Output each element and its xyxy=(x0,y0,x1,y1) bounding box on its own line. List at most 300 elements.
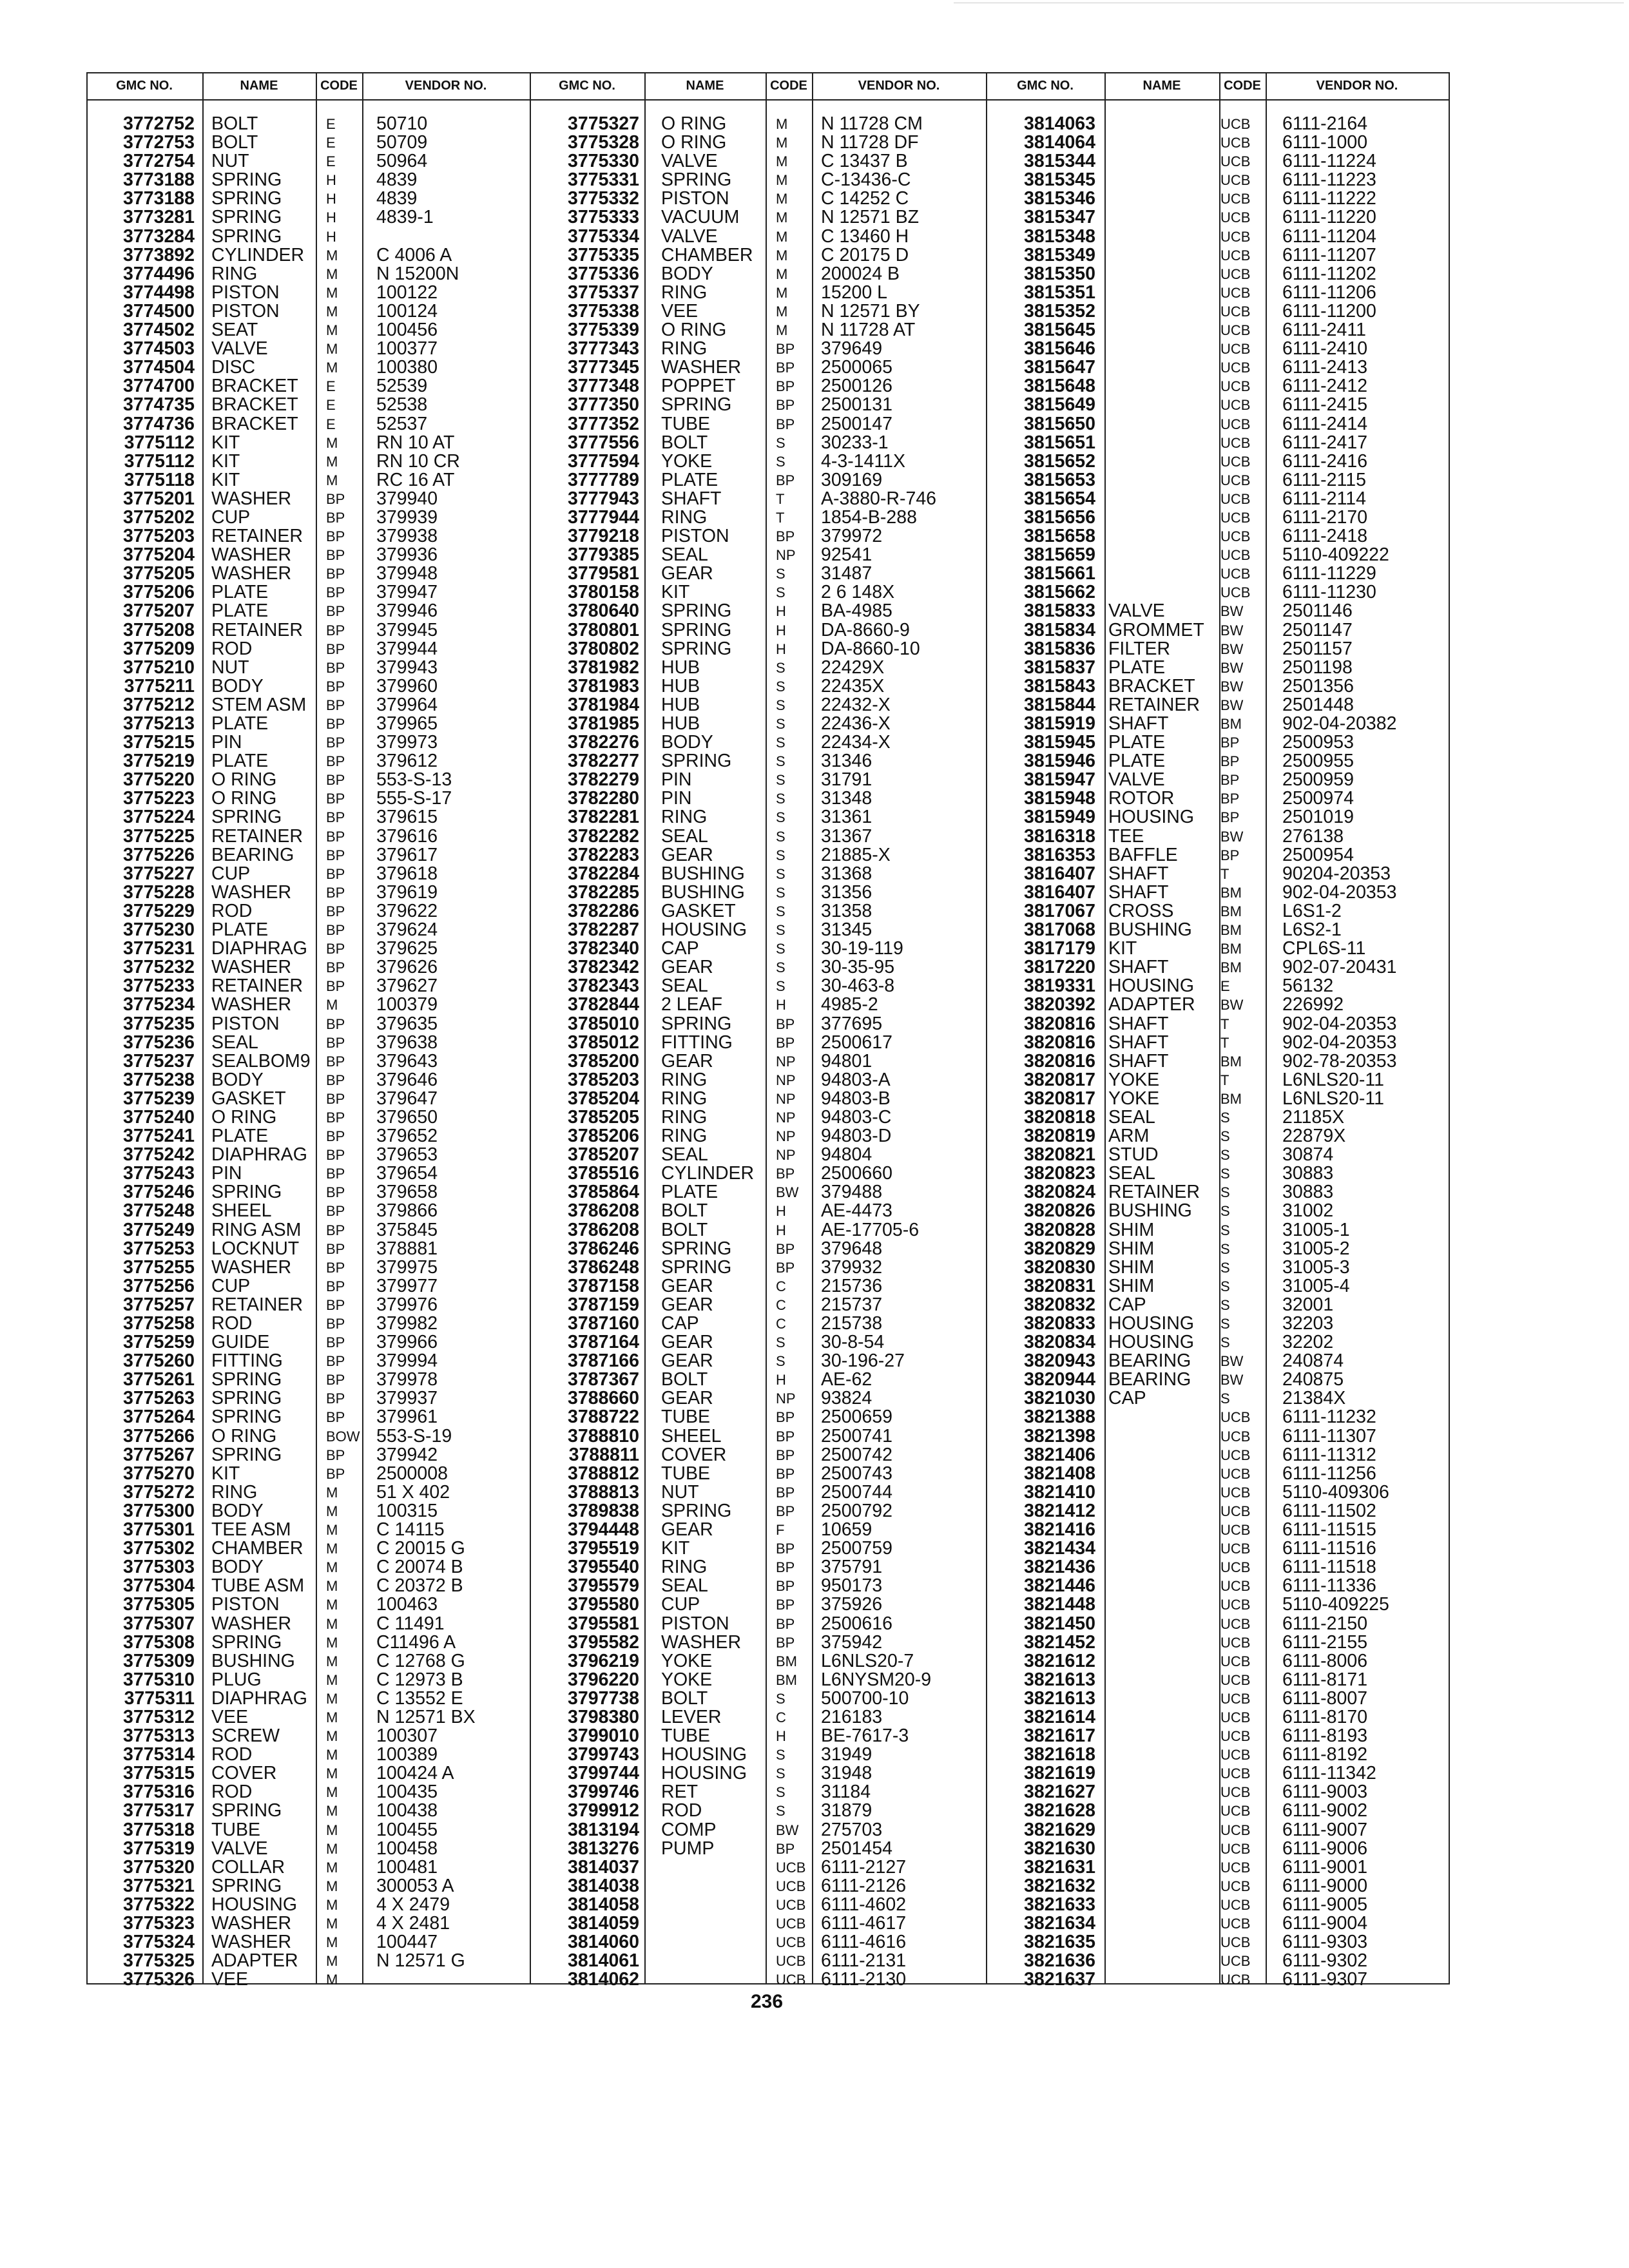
gmc-cell: 3799744 xyxy=(568,1763,639,1784)
vendor-cell: 2500147 xyxy=(821,413,892,434)
name-cell xyxy=(1108,1595,1218,1614)
code-cell: BP xyxy=(326,903,345,919)
vendor-cell: 2500759 xyxy=(821,1538,892,1559)
code-cell: S xyxy=(1220,1334,1230,1351)
name-cell: GEAR xyxy=(661,563,713,584)
vendor-cell: 100447 xyxy=(376,1932,438,1953)
grid-vline xyxy=(362,72,363,1984)
name-cell: RING xyxy=(661,1069,708,1090)
code-cell: UCB xyxy=(1220,453,1251,470)
gmc-cell: 3821450 xyxy=(1024,1613,1095,1634)
name-cell: RING xyxy=(661,1088,708,1109)
name-cell: BOLT xyxy=(661,1219,708,1240)
gmc-cell: 3775320 xyxy=(123,1856,195,1878)
vendor-cell: 2500659 xyxy=(821,1407,892,1428)
vendor-cell: 100463 xyxy=(376,1594,438,1615)
code-cell: UCB xyxy=(1220,378,1251,395)
vendor-cell: 2500131 xyxy=(821,394,892,416)
code-cell: S xyxy=(776,978,786,995)
vendor-cell: 2501157 xyxy=(1282,638,1353,659)
vendor-cell: 100380 xyxy=(376,357,438,378)
vendor-cell: 379937 xyxy=(376,1388,438,1409)
gmc-cell: 3785207 xyxy=(568,1144,639,1166)
name-cell xyxy=(1108,284,1218,302)
vendor-cell: 32001 xyxy=(1282,1294,1334,1315)
vendor-cell: 2500008 xyxy=(376,1463,448,1484)
code-cell: BM xyxy=(1220,959,1242,976)
code-cell: UCB xyxy=(1220,1671,1251,1688)
code-cell: BP xyxy=(326,528,345,545)
code-cell: M xyxy=(326,1690,338,1707)
gmc-cell: 3786246 xyxy=(568,1238,639,1259)
gmc-cell: 3775206 xyxy=(123,582,195,603)
name-cell: SHAFT xyxy=(1108,863,1169,884)
vendor-cell: 2500953 xyxy=(1282,732,1354,753)
vendor-cell: C 14252 C xyxy=(821,188,909,209)
gmc-cell: 3820818 xyxy=(1024,1106,1095,1128)
gmc-cell: 3773188 xyxy=(123,188,195,209)
vendor-column-1 xyxy=(376,115,528,1970)
gmc-cell: 3775272 xyxy=(123,1481,195,1503)
name-cell: GEAR xyxy=(661,844,713,865)
vendor-cell: N 12571 G xyxy=(376,1950,465,1972)
code-cell: UCB xyxy=(1220,284,1251,301)
vendor-cell: AE-17705-6 xyxy=(821,1219,920,1240)
code-cell: H xyxy=(326,228,336,245)
name-cell xyxy=(1108,115,1218,133)
name-cell: SHIM xyxy=(1108,1275,1155,1296)
code-cell: UCB xyxy=(776,1878,806,1894)
gmc-cell: 3785516 xyxy=(568,1163,639,1184)
vendor-cell: 379643 xyxy=(376,1050,438,1072)
vendor-cell: C 12973 B xyxy=(376,1669,463,1690)
code-cell: BP xyxy=(326,566,345,582)
code-cell: BP xyxy=(776,341,795,358)
name-cell: PISTON xyxy=(661,188,729,209)
name-cell xyxy=(1108,1689,1218,1708)
vendor-cell: 6111-11200 xyxy=(1282,300,1376,322)
code-cell: UCB xyxy=(1220,116,1251,132)
name-cell: SHAFT xyxy=(1108,1013,1169,1034)
vendor-cell: 379973 xyxy=(376,732,438,753)
name-cell: PISTON xyxy=(211,1594,280,1615)
code-cell: M xyxy=(776,228,788,245)
vendor-cell: AE-4473 xyxy=(821,1200,892,1222)
vendor-cell: C 20175 D xyxy=(821,244,909,265)
name-cell: TUBE xyxy=(661,1463,711,1484)
code-cell: UCB xyxy=(1220,247,1251,264)
gmc-cell: 3820944 xyxy=(1024,1369,1095,1390)
code-cell: BP xyxy=(326,1222,345,1238)
code-cell: UCB xyxy=(1220,1653,1251,1669)
name-cell xyxy=(1108,1821,1218,1840)
vendor-cell: 379650 xyxy=(376,1106,438,1128)
name-cell: HOUSING xyxy=(1108,1332,1195,1353)
gmc-cell: 3785200 xyxy=(568,1050,639,1072)
gmc-cell: 3795580 xyxy=(568,1594,639,1615)
vendor-cell: C 20015 G xyxy=(376,1538,465,1559)
vendor-cell: C 13460 H xyxy=(821,226,909,247)
vendor-cell: 6111-11307 xyxy=(1282,1425,1376,1446)
code-cell: UCB xyxy=(1220,1784,1251,1801)
name-cell: SEAT xyxy=(211,320,258,341)
vendor-cell: 31948 xyxy=(821,1763,872,1784)
vendor-cell: 21185X xyxy=(1282,1106,1345,1128)
code-cell: M xyxy=(776,116,788,132)
code-cell: UCB xyxy=(1220,153,1251,170)
code-cell: S xyxy=(776,659,786,676)
code-cell: S xyxy=(776,735,786,751)
gmc-cell: 3788660 xyxy=(568,1388,639,1409)
name-cell: COVER xyxy=(211,1763,277,1784)
gmc-cell: 3775234 xyxy=(123,994,195,1015)
code-cell: UCB xyxy=(1220,1578,1251,1595)
name-cell: BUSHING xyxy=(1108,1200,1192,1222)
name-cell: BOLT xyxy=(661,1369,708,1390)
gmc-cell: 3820943 xyxy=(1024,1350,1095,1372)
vendor-cell: 4839-1 xyxy=(376,207,434,228)
name-cell: PIN xyxy=(661,788,692,809)
gmc-cell: 3774496 xyxy=(123,263,195,284)
name-cell: SEAL xyxy=(1108,1106,1155,1128)
code-cell: M xyxy=(326,1896,338,1913)
vendor-cell: 6111-2412 xyxy=(1282,376,1368,397)
vendor-cell: 6111-2131 xyxy=(821,1950,907,1972)
code-cell: BP xyxy=(326,959,345,976)
vendor-cell: 375942 xyxy=(821,1631,883,1653)
name-cell: SEALBOM9 xyxy=(211,1050,311,1072)
code-cell: UCB xyxy=(1220,135,1251,151)
gmc-cell: 3815646 xyxy=(1024,338,1095,360)
vendor-cell: 100435 xyxy=(376,1782,438,1803)
code-cell: S xyxy=(1220,1316,1230,1332)
gmc-cell: 3772753 xyxy=(123,132,195,153)
name-cell: CHAMBER xyxy=(661,244,753,265)
gmc-cell: 3815661 xyxy=(1024,563,1095,584)
vendor-cell: 240875 xyxy=(1282,1369,1344,1390)
gmc-cell: 3775310 xyxy=(123,1669,195,1690)
code-cell: M xyxy=(326,1821,338,1838)
name-cell: BUSHING xyxy=(661,863,745,884)
name-cell xyxy=(1108,208,1218,227)
name-cell xyxy=(1108,1408,1218,1427)
vendor-cell: 6111-2130 xyxy=(821,1969,907,1990)
vendor-cell: 6111-9002 xyxy=(1282,1800,1368,1821)
header-code-1: CODE xyxy=(320,78,358,93)
vendor-cell: 6111-4616 xyxy=(821,1932,907,1953)
code-cell: S xyxy=(776,1784,786,1801)
name-cell: RING xyxy=(661,807,708,828)
name-cell: SHIM xyxy=(1108,1256,1155,1278)
name-cell: WASHER xyxy=(661,357,742,378)
vendor-cell: 6111-2411 xyxy=(1282,320,1366,341)
name-cell: NUT xyxy=(661,1481,699,1503)
gmc-cell: 3821408 xyxy=(1024,1463,1095,1484)
code-cell: UCB xyxy=(1220,303,1251,320)
gmc-cell: 3775321 xyxy=(123,1875,195,1896)
gmc-cell: 3777789 xyxy=(568,469,639,490)
gmc-cell: 3788813 xyxy=(568,1481,639,1503)
code-cell: BP xyxy=(326,1109,345,1126)
name-cell: PISTON xyxy=(211,1013,280,1034)
name-cell: DIAPHRAG xyxy=(211,938,307,959)
name-cell: PLATE xyxy=(211,713,269,734)
code-cell: M xyxy=(326,453,338,470)
gmc-cell: 3780640 xyxy=(568,601,639,622)
code-cell: M xyxy=(326,1953,338,1970)
vendor-cell: C 13552 E xyxy=(376,1687,463,1709)
grid-vline xyxy=(202,72,204,1984)
vendor-cell: 15200 L xyxy=(821,282,888,303)
code-cell: M xyxy=(326,997,338,1014)
gmc-cell: 3775209 xyxy=(123,638,195,659)
vendor-cell: 6111-2410 xyxy=(1282,338,1368,360)
name-cell: SEAL xyxy=(661,825,708,847)
name-cell: NUT xyxy=(211,151,249,172)
vendor-cell: 2501147 xyxy=(1282,619,1353,640)
vendor-cell: N 15200N xyxy=(376,263,459,284)
vendor-cell: 379939 xyxy=(376,506,438,528)
code-cell: UCB xyxy=(776,1896,806,1913)
vendor-cell: 100377 xyxy=(376,338,438,360)
gmc-cell: 3775118 xyxy=(124,469,195,490)
vendor-cell: 31348 xyxy=(821,788,872,809)
name-cell: GEAR xyxy=(661,1519,713,1541)
vendor-cell: DA-8660-10 xyxy=(821,638,920,659)
name-cell: COMP xyxy=(661,1819,717,1840)
vendor-cell: 2501454 xyxy=(821,1838,892,1859)
vendor-cell: 902-04-20353 xyxy=(1282,1032,1397,1053)
vendor-cell: 31368 xyxy=(821,863,872,884)
vendor-cell: 30-196-27 xyxy=(821,1350,905,1372)
gmc-cell: 3775230 xyxy=(123,919,195,941)
name-cell: KIT xyxy=(211,432,240,453)
vendor-cell: 2500741 xyxy=(821,1425,892,1446)
name-cell xyxy=(1108,452,1218,471)
gmc-cell: 3777350 xyxy=(568,394,639,416)
code-cell: BP xyxy=(776,528,795,545)
code-cell: NP xyxy=(776,1090,796,1107)
gmc-cell: 3775264 xyxy=(123,1407,195,1428)
gmc-cell: 3820821 xyxy=(1024,1144,1095,1166)
name-cell: BODY xyxy=(211,1069,264,1090)
code-cell: UCB xyxy=(1220,1896,1251,1913)
vendor-cell: N 11728 DF xyxy=(821,132,919,153)
code-cell: S xyxy=(776,453,786,470)
vendor-cell: 379615 xyxy=(376,807,438,828)
name-cell: ROD xyxy=(661,1800,702,1821)
code-column-1 xyxy=(326,115,361,1989)
name-cell: SPRING xyxy=(211,188,282,209)
name-cell xyxy=(661,1896,764,1914)
name-cell: HOUSING xyxy=(661,919,747,941)
name-cell: YOKE xyxy=(661,1669,713,1690)
code-cell: UCB xyxy=(1220,490,1251,507)
gmc-cell: 3775270 xyxy=(123,1463,195,1484)
code-cell: BP xyxy=(776,1465,795,1482)
gmc-cell: 3775304 xyxy=(123,1575,195,1597)
name-cell: SPRING xyxy=(211,1407,282,1428)
name-cell: RETAINER xyxy=(1108,1182,1200,1203)
name-cell: RING xyxy=(661,338,708,360)
code-cell: BP xyxy=(326,697,345,713)
vendor-cell: 6111-2417 xyxy=(1282,432,1368,453)
gmc-cell: 3815654 xyxy=(1024,488,1095,509)
vendor-cell: 94804 xyxy=(821,1144,872,1166)
name-cell: WASHER xyxy=(211,1256,292,1278)
code-cell: M xyxy=(776,284,788,301)
vendor-cell: 4 X 2479 xyxy=(376,1894,450,1915)
vendor-cell: 2 6 148X xyxy=(821,582,895,603)
name-cell: SHAFT xyxy=(1108,1032,1169,1053)
gmc-cell: 3820831 xyxy=(1024,1275,1095,1296)
code-cell: UCB xyxy=(1220,528,1251,545)
code-cell: T xyxy=(1220,865,1229,882)
name-cell: TUBE xyxy=(661,1407,711,1428)
vendor-cell: 6111-11515 xyxy=(1282,1519,1376,1541)
code-cell: UCB xyxy=(1220,265,1251,282)
name-cell: SEAL xyxy=(661,544,708,566)
gmc-cell: 3777343 xyxy=(568,338,639,360)
name-cell: O RING xyxy=(661,320,727,341)
code-cell: M xyxy=(326,472,338,488)
gmc-cell: 3775303 xyxy=(123,1557,195,1578)
vendor-cell: 379866 xyxy=(376,1200,438,1222)
name-cell: RING xyxy=(661,282,708,303)
vendor-cell: 379945 xyxy=(376,619,438,640)
gmc-cell: 3775315 xyxy=(123,1763,195,1784)
gmc-cell: 3774735 xyxy=(123,394,195,416)
name-cell: HOUSING xyxy=(1108,1313,1195,1334)
gmc-cell: 3813276 xyxy=(568,1838,639,1859)
code-cell: M xyxy=(326,1916,338,1932)
code-cell: S xyxy=(776,903,786,919)
code-cell: C xyxy=(776,1278,786,1294)
vendor-cell: 379947 xyxy=(376,582,438,603)
vendor-cell: 6111-9303 xyxy=(1282,1932,1368,1953)
gmc-cell: 3815648 xyxy=(1024,376,1095,397)
code-cell: UCB xyxy=(1220,566,1251,582)
code-cell: BP xyxy=(326,1240,345,1257)
code-cell: BP xyxy=(776,1597,795,1613)
code-cell: M xyxy=(776,247,788,264)
code-cell: BM xyxy=(1220,941,1242,957)
vendor-cell: 6111-11518 xyxy=(1282,1557,1376,1578)
gmc-cell: 3821627 xyxy=(1024,1782,1095,1803)
name-cell: SPRING xyxy=(661,751,732,772)
gmc-cell: 3815843 xyxy=(1024,675,1095,697)
name-cell xyxy=(1108,1652,1218,1671)
code-cell: BP xyxy=(326,1072,345,1088)
name-cell: PISTON xyxy=(661,1613,729,1634)
gmc-cell: 3775219 xyxy=(123,751,195,772)
gmc-cell: 3777944 xyxy=(568,506,639,528)
header-name-1: NAME xyxy=(240,78,278,93)
vendor-cell: 32202 xyxy=(1282,1332,1334,1353)
name-cell xyxy=(1108,1802,1218,1820)
name-cell: BOLT xyxy=(211,132,258,153)
name-cell: SPRING xyxy=(211,1388,282,1409)
vendor-cell: 240874 xyxy=(1282,1350,1344,1372)
gmc-cell: 3775328 xyxy=(568,132,639,153)
gmc-cell: 3775330 xyxy=(568,151,639,172)
vendor-cell: 379964 xyxy=(376,694,438,715)
vendor-cell: 375845 xyxy=(376,1219,438,1240)
name-cell xyxy=(1108,1952,1218,1970)
name-cell: HUB xyxy=(661,713,700,734)
vendor-cell: 2500065 xyxy=(821,357,892,378)
name-cell: RING xyxy=(661,1126,708,1147)
gmc-cell: 3815948 xyxy=(1024,788,1095,809)
code-cell: E xyxy=(326,153,336,170)
vendor-cell: 379966 xyxy=(376,1332,438,1353)
code-cell: BW xyxy=(776,1184,799,1201)
gmc-cell: 3775242 xyxy=(123,1144,195,1166)
vendor-cell: N 12571 BZ xyxy=(821,207,920,228)
header-code-2: CODE xyxy=(770,78,807,93)
gmc-cell: 3775335 xyxy=(568,244,639,265)
vendor-cell: 31949 xyxy=(821,1744,872,1765)
gmc-cell: 3777594 xyxy=(568,450,639,472)
gmc-cell: 3799743 xyxy=(568,1744,639,1765)
grid-vline xyxy=(644,72,646,1984)
gmc-cell: 3782844 xyxy=(568,994,639,1015)
name-cell xyxy=(661,1933,764,1952)
code-cell: BP xyxy=(776,1428,795,1445)
code-cell: T xyxy=(776,490,785,507)
name-cell: FITTING xyxy=(661,1032,733,1053)
gmc-cell: 3816318 xyxy=(1024,825,1095,847)
vendor-cell: 92541 xyxy=(821,544,872,566)
code-cell: UCB xyxy=(1220,434,1251,451)
code-column-2 xyxy=(776,115,811,1989)
vendor-cell: 5110-409222 xyxy=(1282,544,1389,566)
gmc-cell: 3775248 xyxy=(123,1200,195,1222)
gmc-cell: 3815946 xyxy=(1024,751,1095,772)
vendor-cell: 30883 xyxy=(1282,1182,1334,1203)
name-cell xyxy=(1108,152,1218,171)
gmc-cell: 3785206 xyxy=(568,1126,639,1147)
vendor-cell: RN 10 CR xyxy=(376,450,460,472)
vendor-cell: 379948 xyxy=(376,563,438,584)
name-cell: BUSHING xyxy=(211,1650,295,1671)
gmc-cell: 3779385 xyxy=(568,544,639,566)
vendor-cell: 6111-8007 xyxy=(1282,1687,1368,1709)
name-cell xyxy=(1108,1783,1218,1802)
vendor-cell: 555-S-17 xyxy=(376,788,452,809)
vendor-cell: 379622 xyxy=(376,900,438,921)
name-cell: RING xyxy=(211,1481,258,1503)
gmc-cell: 3815650 xyxy=(1024,413,1095,434)
gmc-cell: 3821436 xyxy=(1024,1557,1095,1578)
code-cell: UCB xyxy=(1220,1953,1251,1970)
vendor-cell: 6111-11207 xyxy=(1282,244,1376,265)
code-cell: BP xyxy=(776,1240,795,1257)
name-cell xyxy=(1108,415,1218,434)
gmc-cell: 3815349 xyxy=(1024,244,1095,265)
vendor-cell: 31184 xyxy=(821,1782,871,1803)
name-cell xyxy=(1108,1840,1218,1858)
gmc-cell: 3795582 xyxy=(568,1631,639,1653)
code-cell: BP xyxy=(326,865,345,882)
vendor-cell: 379975 xyxy=(376,1256,438,1278)
gmc-cell: 3775319 xyxy=(123,1838,195,1859)
vendor-cell: 100458 xyxy=(376,1838,438,1859)
vendor-cell: 30-8-54 xyxy=(821,1332,885,1353)
gmc-cell: 3775208 xyxy=(123,619,195,640)
vendor-cell: 93824 xyxy=(821,1388,872,1409)
gmc-cell: 3820817 xyxy=(1024,1069,1095,1090)
